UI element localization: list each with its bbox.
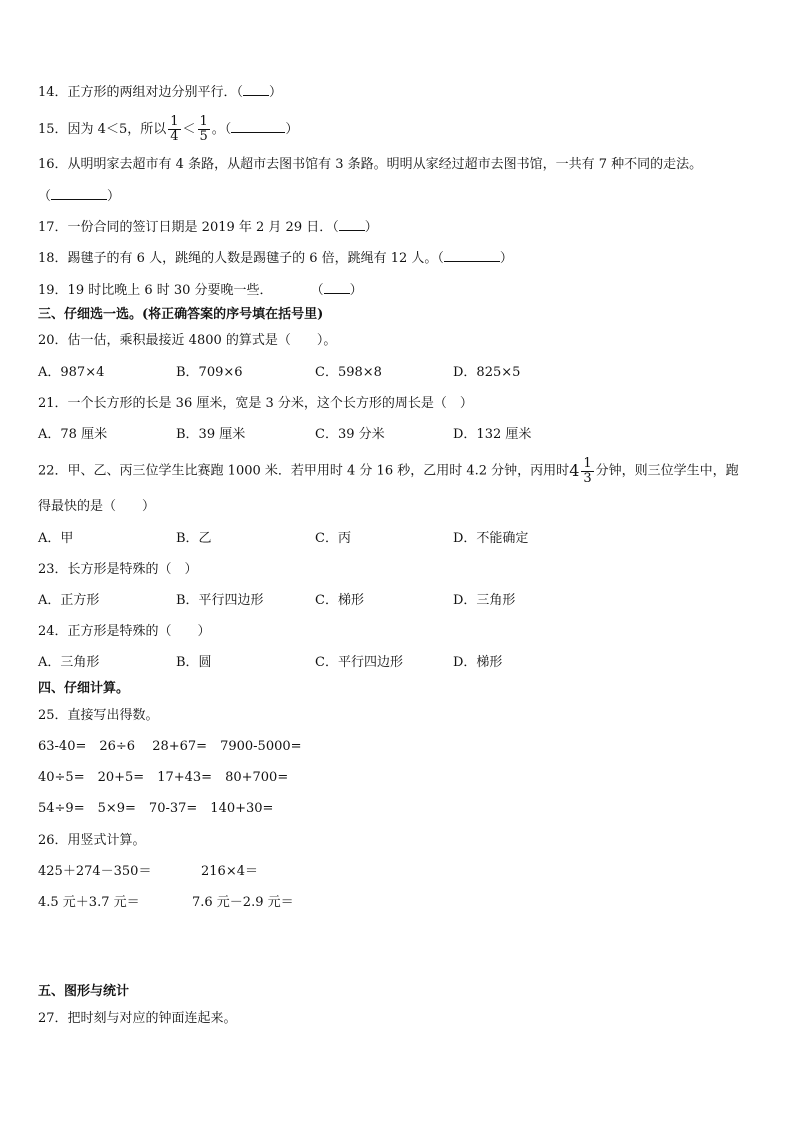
option-b[interactable]: B．平行四边形 [176, 593, 264, 608]
question-22-post: 分钟，则三位学生中，跑 [595, 463, 739, 479]
question-15 [38, 112, 298, 148]
section-4-heading: 四、仔细计算。 [38, 681, 130, 696]
option-a[interactable]: A．正方形 [38, 593, 100, 608]
question-18 [38, 250, 513, 267]
question-19 [38, 282, 363, 299]
question-14 [38, 84, 282, 101]
question-18-text: 18．踢毽子的有 6 人，跳绳的人数是踢毽子的 6 倍，跳绳有 12 人。（ [38, 251, 444, 266]
paren-close: ） [107, 189, 121, 204]
question-15-post: 。（ [211, 122, 232, 137]
fraction-one-third [581, 457, 593, 486]
paren-close: ） [269, 85, 283, 100]
question-22-text: 22．甲、乙、丙三位学生比赛跑 1000 米．若甲用时 4 分 16 秒，乙用时 4.2 分钟，丙用时 [38, 463, 570, 479]
question-21: 21．一个长方形的长是 36 厘米，宽是 3 分米，这个长方形的周长是（ ） [38, 396, 473, 411]
option-a[interactable]: A．78 厘米 [38, 427, 108, 442]
fraction-numerator: 1 [199, 114, 208, 129]
option-c[interactable]: C．梯形 [315, 593, 364, 608]
section-5-heading: 五、图形与统计 [38, 984, 130, 999]
question-27: 27．把时刻与对应的钟面连起来。 [38, 1011, 237, 1026]
answer-blank[interactable] [444, 250, 500, 262]
calc-row: 63-40= 26÷6 28+67= 7900-5000= [38, 739, 302, 754]
option-d[interactable]: D．三角形 [453, 593, 516, 608]
question-17-text: 17．一份合同的签订日期是 2019 年 2 月 29 日．（ [38, 220, 339, 235]
question-22 [38, 452, 739, 490]
question-14-text: 14．正方形的两组对边分别平行．（ [38, 85, 244, 100]
calc-item: 216×4＝ [201, 864, 258, 879]
option-c[interactable]: C．平行四边形 [315, 655, 403, 670]
fraction-one-quarter [168, 115, 180, 144]
option-c[interactable]: C．丙 [315, 531, 351, 546]
question-22-line2: 得最快的是（ ） [38, 499, 156, 514]
fraction-denominator: 5 [199, 129, 208, 144]
question-16: 16．从明明家去超市有 4 条路，从超市去图书馆有 3 条路。明明从家经过超市去图书馆，一共有 7 种不同的走法。 [38, 157, 703, 172]
paren-close: ） [499, 251, 513, 266]
option-d[interactable]: D．132 厘米 [453, 427, 532, 442]
calc-item: 7.6 元－2.9 元＝ [192, 895, 294, 910]
option-d[interactable]: D．825×5 [453, 365, 521, 380]
fraction-denominator: 4 [170, 129, 179, 144]
answer-blank[interactable] [243, 84, 269, 96]
fraction-one-fifth [198, 115, 210, 144]
question-23: 23．长方形是特殊的（ ） [38, 562, 198, 577]
option-b[interactable]: B．39 厘米 [176, 427, 246, 442]
option-a[interactable]: A．甲 [38, 531, 74, 546]
calc-row: 40÷5= 20+5= 17+43= 80+700= [38, 770, 289, 785]
calc-item: 4.5 元＋3.7 元＝ [38, 895, 140, 910]
answer-blank[interactable] [231, 121, 285, 133]
answer-blank[interactable] [324, 282, 350, 294]
less-than-sign: ＜ [182, 122, 196, 137]
question-19-text: 19．19 时比晚上 6 时 30 分要晚一些． [38, 283, 273, 298]
option-d[interactable]: D．不能确定 [453, 531, 529, 546]
paren-open: （ [310, 283, 324, 298]
option-c[interactable]: C．39 分米 [315, 427, 385, 442]
fraction-numerator: 1 [170, 114, 179, 129]
answer-blank[interactable] [339, 219, 365, 231]
paren-close: ） [364, 220, 378, 235]
option-d[interactable]: D．梯形 [453, 655, 503, 670]
paren-close: ） [349, 283, 363, 298]
fraction-numerator: 1 [583, 455, 592, 471]
calc-item: 425＋274－350＝ [38, 864, 152, 879]
fraction-denominator: 3 [583, 470, 592, 486]
option-a[interactable]: A．三角形 [38, 655, 100, 670]
answer-blank[interactable] [51, 188, 107, 200]
option-b[interactable]: B．圆 [176, 655, 212, 670]
option-b[interactable]: B．709×6 [176, 365, 243, 380]
option-a[interactable]: A．987×4 [38, 365, 105, 380]
option-b[interactable]: B．乙 [176, 531, 212, 546]
question-24: 24．正方形是特殊的（ ） [38, 624, 211, 639]
question-15-text: 15．因为 4＜5，所以 [38, 122, 167, 137]
question-16-answer [38, 188, 120, 205]
option-c[interactable]: C．598×8 [315, 365, 382, 380]
section-3-heading: 三、仔细选一选。(将正确答案的序号填在括号里) [38, 307, 324, 322]
paren-close: ） [285, 122, 299, 137]
paren-open: （ [38, 189, 52, 204]
question-25: 25．直接写出得数。 [38, 708, 159, 723]
calc-row: 54÷9= 5×9= 70-37= 140+30= [38, 801, 274, 816]
question-26: 26．用竖式计算。 [38, 833, 146, 848]
question-20: 20．估一估，乘积最接近 4800 的算式是（ ）。 [38, 333, 337, 348]
mixed-number-integer: 4 [569, 461, 580, 480]
question-17 [38, 219, 378, 236]
